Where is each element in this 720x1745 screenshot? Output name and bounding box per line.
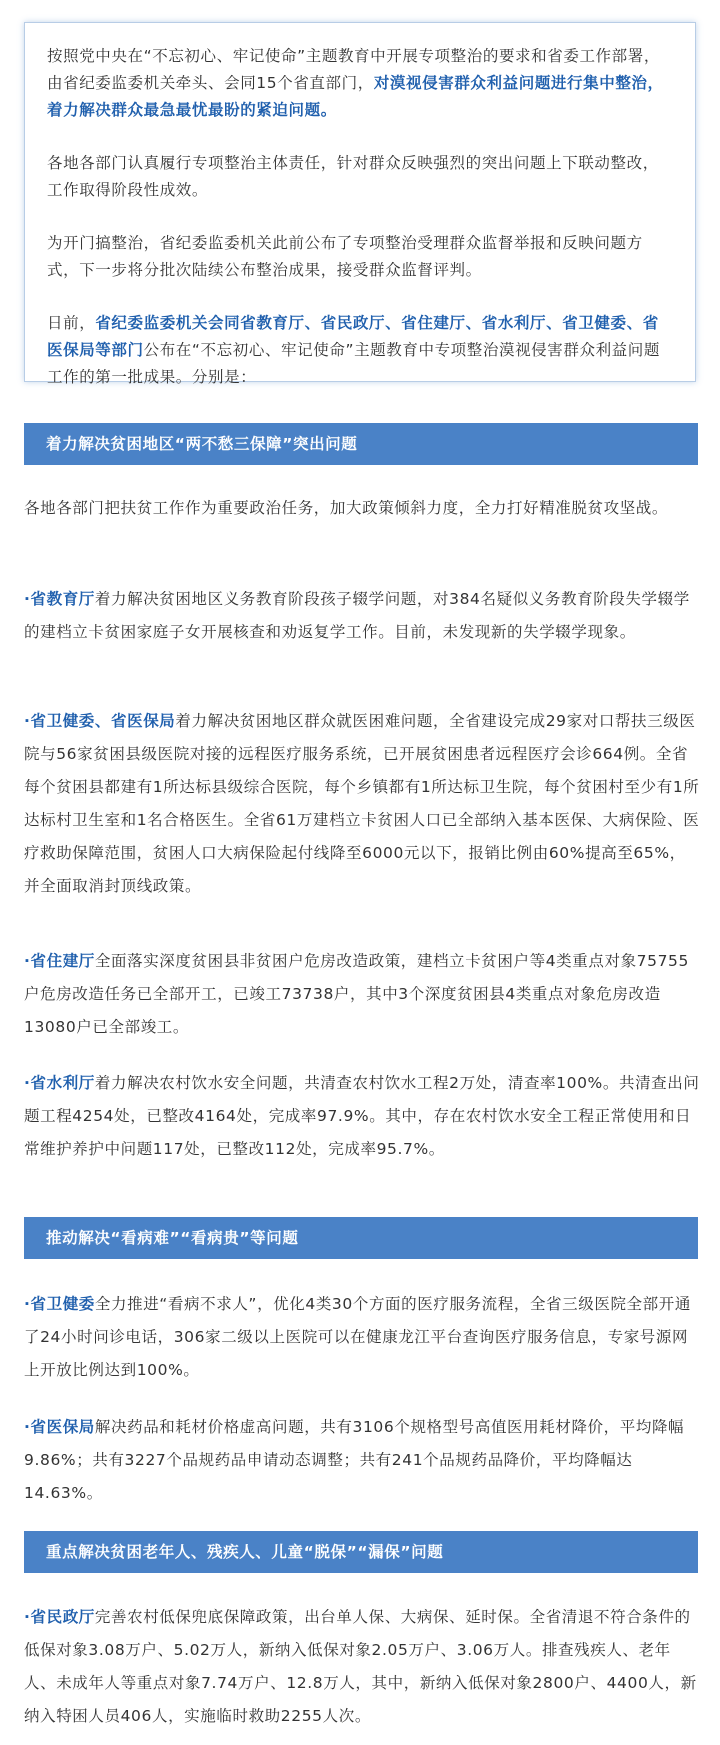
section-header-poverty: 着力解决贫困地区“两不愁三保障”突出问题 xyxy=(24,423,698,465)
list-item-education xyxy=(24,583,700,649)
intro-paragraph-4 xyxy=(47,310,673,391)
item-text: 着力解决贫困地区群众就医困难问题，全省建设完成29家对口帮扶三级医院与56家贫困县级医院对接的远程医疗服务系统，已开展贫困患者远程医疗会诊664例。全省每个贫困县都建有1所达标县级综合医院，每个乡镇都有1所达标卫生院，每个贫困村至少有1所达标村卫生室和1名合格医生。全省61万建档立卡贫困人口已全部纳入基本医保、大病保险、医疗救助保障范围，贫困人口大病保险起付线降至6000元以下，报销比例由60%提高至65%，并全面取消封顶线政策。 xyxy=(24,712,700,895)
intro-text: 按照党中央在“不忘初心、牢记使命”主题教育中开展专项整治的要求和省委工作部署，由省纪委监委机关牵头、会同15个省直部门， xyxy=(47,47,660,92)
intro-text: 日前， xyxy=(47,314,96,332)
list-item-health-commission xyxy=(24,1288,700,1387)
intro-highlight: 省纪委监委机关会同省教育厅、省民政厅、省住建厅、省水利厅、省卫健委、省医保局等部门 xyxy=(47,314,659,359)
section-header-medical: 推动解决“看病难”“看病贵”等问题 xyxy=(24,1217,698,1259)
item-text: 着力解决贫困地区义务教育阶段孩子辍学问题，对384名疑似义务教育阶段失学辍学的建档立卡贫困家庭子女开展核查和劝返复学工作。目前，未发现新的失学辍学现象。 xyxy=(24,590,690,641)
bullet: · xyxy=(24,952,31,970)
dept-name: 省水利厅 xyxy=(30,1074,95,1092)
item-text: 解决药品和耗材价格虚高问题，共有3106个规格型号高值医用耗材降价，平均降幅9.86%；共有3227个品规药品申请动态调整；共有241个品规药品降价，平均降幅达14.63%。 xyxy=(24,1418,685,1502)
bullet: · xyxy=(24,1608,31,1626)
dept-name: 省卫健委 xyxy=(30,1295,95,1313)
item-text: 着力解决农村饮水安全问题，共清查农村饮水工程2万处，清查率100%。共清查出问题工程4254处，已整改4164处，完成率97.9%。其中，存在农村饮水安全工程正常使用和日常维护养护中问题117处，已整改112处，完成率95.7%。 xyxy=(24,1074,700,1158)
list-item-health-insurance xyxy=(24,705,700,903)
intro-box xyxy=(24,22,696,386)
intro-paragraph-3: 为开门搞整治，省纪委监委机关此前公布了专项整治受理群众监督举报和反映问题方式，下一步将分批次陆续公布整治成果，接受群众监督评判。 xyxy=(47,234,643,279)
list-item-civil-affairs xyxy=(24,1601,700,1733)
bullet: · xyxy=(24,1295,31,1313)
bullet: · xyxy=(24,590,31,608)
item-text: 完善农村低保兜底保障政策，出台单人保、大病保、延时保。全省清退不符合条件的低保对象3.08万户、5.02万人，新纳入低保对象2.05万户、3.06万人。排查残疾人、老年人、未成年人等重点对象7.74万户、12.8万人，其中，新纳入低保对象2800户、4400人，新纳入特困人员406人，实施临时救助2255人次。 xyxy=(24,1608,697,1725)
intro-paragraph-2: 各地各部门认真履行专项整治主体责任，针对群众反映强烈的突出问题上下联动整改，工作取得阶段性成效。 xyxy=(47,154,659,199)
intro-paragraph-1 xyxy=(47,43,673,124)
bullet: · xyxy=(24,1418,31,1436)
dept-name: 省民政厅 xyxy=(30,1608,95,1626)
bullet: · xyxy=(24,712,31,730)
dept-name: 省住建厅 xyxy=(30,952,95,970)
dept-name: 省教育厅 xyxy=(30,590,95,608)
intro-text: 公布在“不忘初心、牢记使命”主题教育中专项整治漠视侵害群众利益问题工作的第一批成果。分别是： xyxy=(47,341,660,386)
item-text: 全力推进“看病不求人”，优化4类30个方面的医疗服务流程，全省三级医院全部开通了24小时问诊电话，306家二级以上医院可以在健康龙江平台查询医疗服务信息，专家号源网上开放比例达到100%。 xyxy=(24,1295,691,1379)
bullet: · xyxy=(24,1074,31,1092)
dept-name: 省医保局 xyxy=(30,1418,95,1436)
item-text: 全面落实深度贫困县非贫困户危房改造政策，建档立卡贫困户等4类重点对象75755户危房改造任务已全部开工，已竣工73738户，其中3个深度贫困县4类重点对象危房改造13080户已全部竣工。 xyxy=(24,952,689,1036)
list-item-medical-insurance xyxy=(24,1411,700,1510)
section-header-welfare: 重点解决贫困老年人、残疾人、儿童“脱保”“漏保”问题 xyxy=(24,1531,698,1573)
list-item-water xyxy=(24,1067,700,1166)
dept-name: 省卫健委、省医保局 xyxy=(30,712,176,730)
section-lead-poverty: 各地各部门把扶贫工作作为重要政治任务，加大政策倾斜力度，全力打好精准脱贫攻坚战。 xyxy=(24,499,669,517)
intro-highlight: 对漠视侵害群众利益问题进行集中整治，着力解决群众最急最忧最盼的紧迫问题。 xyxy=(47,74,664,119)
list-item-housing xyxy=(24,945,700,1044)
